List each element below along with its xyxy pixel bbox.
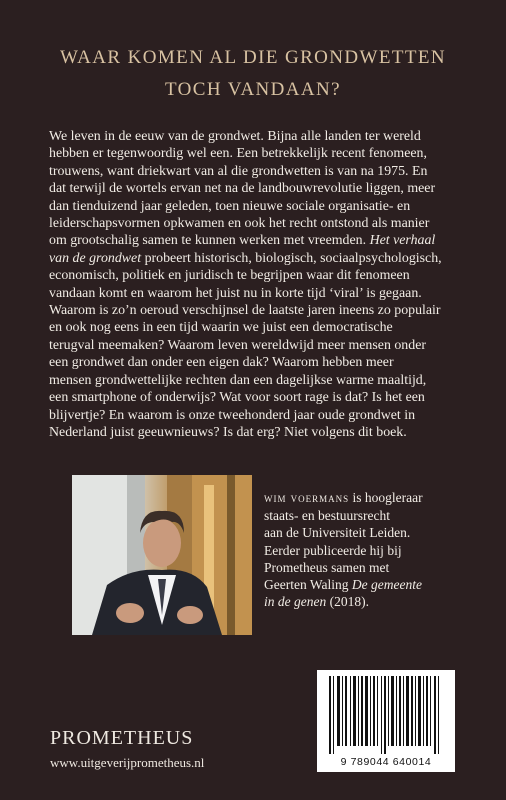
blurb-line [49, 232, 459, 249]
isbn-number: 9 789044 640014 [340, 756, 432, 768]
headline-line-2: TOCH VANDAAN? [164, 79, 342, 100]
publisher-logo: PROMETHEUS [50, 727, 194, 749]
book-title-italic: van de grondwet [49, 250, 142, 266]
blurb-text-segment: probeert historisch, biologisch, sociaalpsychologisch, [144, 250, 442, 266]
blurb-line: Nederland juist geeuwnieuws? Is dat erg? Niet volgens dit boek. [49, 424, 407, 440]
blurb-line: We leven in de eeuw van de grondwet. Bijna alle landen ter wereld [49, 129, 421, 144]
author-name: wim voermans [264, 491, 350, 505]
author-bio-line: Prometheus samen met [264, 559, 390, 575]
author-bio-segment: is hoogleraar [352, 490, 423, 505]
blurb-line: trouwens, want driekwart van al die grondwetten is van na 1975. En [49, 163, 428, 179]
author-bio [264, 489, 464, 610]
book-title-italic: Het verhaal [369, 233, 436, 249]
author-bio-segment: (2018). [329, 594, 369, 610]
blurb-line [49, 250, 459, 267]
blurb-line: en ook nog eens in een tijd waarin we juist een democratische [49, 320, 393, 336]
headline [0, 42, 506, 106]
book-title-italic: in de genen [264, 594, 327, 610]
author-bio-line: Eerder publiceerde hij bij [264, 542, 402, 558]
headline-line-1: WAAR KOMEN AL DIE GRONDWETTEN [59, 47, 447, 68]
author-bio-line: staats- en bestuursrecht [264, 508, 390, 524]
author-photo [72, 475, 252, 635]
blurb-line: een smartphone of onderwijs? Wat voor soort rage is dat? Is het een [49, 390, 425, 406]
blurb-line: een grondwet dan onder een eigen dak? Waarom hebben meer [49, 355, 394, 371]
blurb-line: leiderschapsvormen opkwamen en ook het recht ontstond als manier [49, 216, 430, 232]
barcode [317, 670, 455, 772]
author-bio-line [264, 593, 464, 610]
author-bio-line [264, 489, 464, 507]
author-bio-line [264, 576, 464, 593]
blurb-line: vandaan komt en waarom het juist nu in korte tijd ‘viral’ is gegaan. [49, 285, 422, 301]
publisher-website: www.uitgeverijprometheus.nl [50, 755, 205, 770]
blurb-line: blijvertje? En waarom is onze tweehonderd jaar oude grondwet in [49, 407, 416, 423]
author-bio-line: aan de Universiteit Leiden. [264, 525, 411, 541]
author-photo-illustration [72, 475, 252, 635]
author-bio-segment: Geerten Waling [264, 577, 349, 593]
blurb-line: dat terwijl de wortels ervan net na de landbouwrevolutie liggen, meer [49, 181, 436, 197]
blurb-text [49, 128, 459, 441]
blurb-line: mensen grondwettelijke rechten dan een dagelijkse warme maaltijd, [49, 372, 427, 388]
blurb-line: Waarom is zo’n oeroud verschijnsel de laatste jaren ineens zo populair [49, 303, 441, 319]
blurb-line: economisch, politiek en juridisch te begrijpen waar dit fenomeen [49, 268, 410, 284]
blurb-line: dan tienduizend jaar geleden, toen nieuwe sociale organisatie- en [49, 198, 411, 214]
book-title-italic: De gemeente [351, 577, 422, 593]
blurb-line: hebben er tegenwoordig wel een. Een betrekkelijk recent fenomeen, [49, 146, 427, 162]
blurb-text-segment: om grootschalig samen te kunnen werken met vreemden. [49, 233, 367, 249]
blurb-line: terugval meemaken? Waarom leven wereldwijd meer mensen onder [49, 337, 426, 353]
